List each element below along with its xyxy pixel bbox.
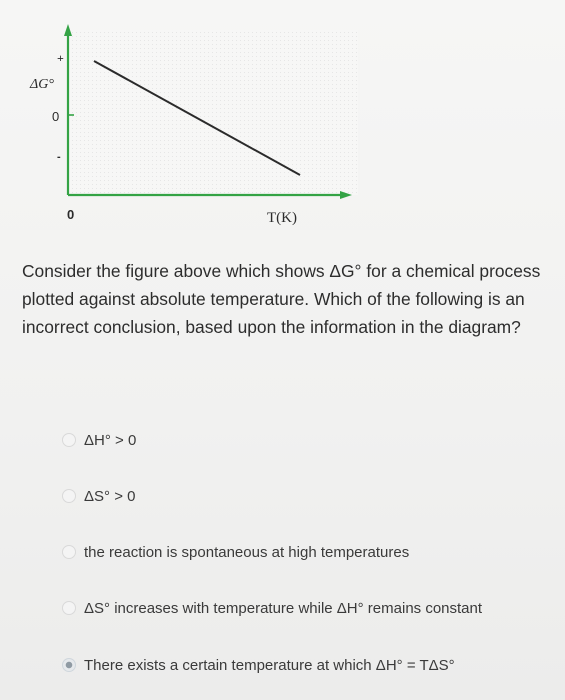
option-1[interactable] [62, 429, 136, 451]
option-2-radio[interactable] [62, 489, 76, 503]
option-2-label: ΔS° > 0 [84, 487, 136, 505]
option-1-label: ΔH° > 0 [84, 431, 137, 449]
option-4[interactable] [62, 597, 482, 619]
question-text: Consider the figure above which shows ΔG° for a chemical process plotted against absolute temperature. Which of the following is an incorrect conclusion, based upon the information in the diagram? [22, 261, 541, 337]
y-axis-label: ΔG° [30, 77, 54, 92]
x-origin-label: 0 [67, 207, 75, 222]
y-plus-label: + [57, 51, 64, 65]
option-3-radio[interactable] [62, 545, 76, 559]
option-2[interactable] [62, 485, 135, 507]
option-4-label: ΔS° increases with temperature while ΔH° remains constant [84, 599, 483, 617]
x-axis-label: T(K) [267, 210, 297, 226]
option-3-label: the reaction is spontaneous at high temperatures [84, 543, 410, 561]
option-5-label: There exists a certain temperature at which ΔH° = TΔS° [84, 656, 455, 674]
y-minus-label: - [57, 151, 61, 163]
y-zero-label: 0 [52, 109, 60, 124]
option-3[interactable] [62, 541, 409, 563]
option-4-radio[interactable] [62, 601, 76, 615]
option-5-radio[interactable] [62, 658, 76, 672]
option-1-radio[interactable] [62, 433, 76, 447]
option-5[interactable] [62, 654, 455, 676]
